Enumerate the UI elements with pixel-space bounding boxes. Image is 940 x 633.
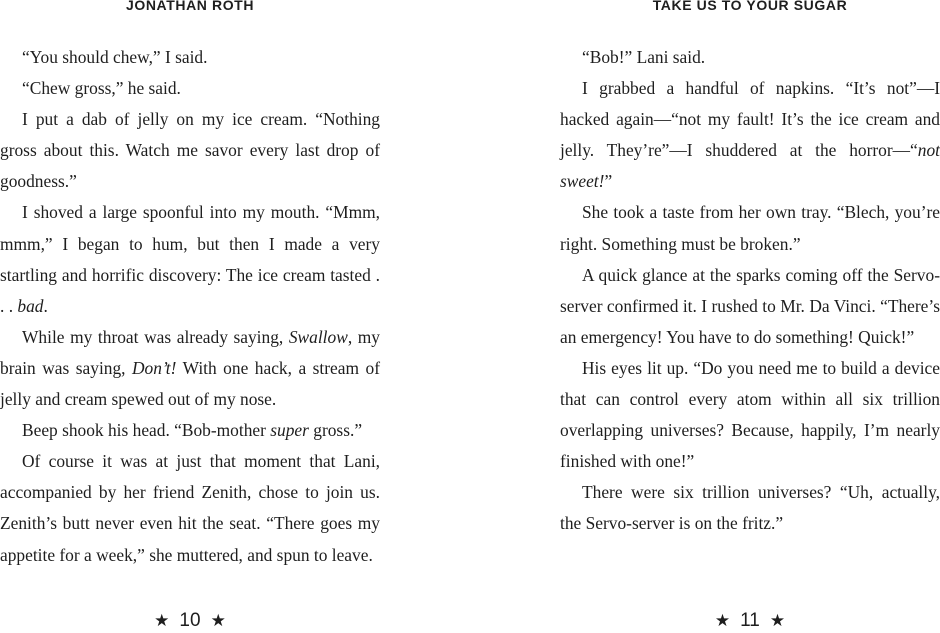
text-run: I grabbed a handful of napkins. “It’s not”—I hacked again—“not my fault! It’s the ice cream and jelly. They’re”—I shuddered at the horror—“ (560, 78, 940, 161)
text-run: I shoved a large spoonful into my mouth. “Mmm, mmm,” I began to hum, but then I made a very startling and horrific discovery: The ice cream tasted . . . (0, 202, 380, 316)
text-run: I put a dab of jelly on my ice cream. “Nothing gross about this. Watch me savor every last drop of goodness.” (0, 109, 380, 192)
star-icon: ★ (769, 611, 786, 630)
right-page-footer (560, 609, 940, 633)
italic-text: Swallow (288, 326, 348, 347)
star-icon: ★ (210, 611, 226, 630)
italic-text: bad (17, 295, 44, 316)
paragraph (560, 73, 940, 197)
paragraph (560, 477, 940, 539)
left-page-body (0, 42, 380, 571)
text-run: Of course it was at just that moment that Lani, accompanied by her friend Zenith, chose to join us. Zenith’s butt never even hit the seat. “There goes my appetite for a week,” she muttered, and spun to leave. (0, 451, 380, 565)
text-run: She took a taste from her own tray. “Blech, you’re right. Something must be broken.” (560, 202, 940, 254)
paragraph (0, 42, 380, 73)
text-run: ” (604, 171, 613, 192)
star-icon: ★ (714, 611, 731, 630)
left-page (0, 0, 380, 631)
text-run: While my throat was already saying, (22, 326, 289, 347)
running-header-title: TAKE US TO YOUR SUGAR (652, 0, 848, 13)
star-icon: ★ (154, 611, 170, 630)
paragraph (0, 197, 380, 321)
text-run: There were six trillion universes? “Uh, actually, the Servo-server is on the fritz.” (560, 482, 940, 534)
paragraph (560, 260, 940, 353)
page-number: 11 (740, 610, 760, 631)
right-page (560, 0, 940, 631)
text-run: , my brain was saying, (0, 326, 380, 378)
paragraph (0, 415, 380, 446)
paragraph (0, 104, 380, 197)
paragraph (560, 42, 940, 73)
text-run: Beep shook his head. “Bob-mother (22, 420, 271, 441)
text-run: “Bob!” Lani said. (582, 47, 706, 67)
italic-text: super (270, 420, 309, 441)
text-run: “Chew gross,” he said. (22, 78, 181, 99)
italic-text: Don’t! (132, 357, 177, 378)
text-run: gross.” (308, 420, 363, 441)
paragraph (560, 197, 940, 259)
text-run: A quick glance at the sparks coming off the Servo-server confirmed it. I rushed to Mr. Da Vinci. “There’s an emergency! You have to do something! Quick!” (560, 264, 940, 347)
paragraph (0, 446, 380, 570)
left-page-footer (0, 609, 380, 633)
page-number: 10 (179, 610, 201, 631)
text-run: “You should chew,” I said. (22, 47, 208, 67)
text-run: His eyes lit up. “Do you need me to build a device that can control every atom within all six trillion overlapping universes? Because, happily, I’m nearly finished with one!” (560, 357, 940, 472)
text-run: With one hack, a stream of jelly and cream spewed out of my nose. (0, 357, 380, 410)
paragraph (560, 353, 940, 477)
paragraph (0, 322, 380, 415)
italic-text: not sweet! (560, 140, 940, 192)
paragraph (0, 73, 380, 104)
right-page-body (560, 42, 940, 540)
running-header-author: JONATHAN ROTH (125, 0, 255, 13)
text-run: . (43, 295, 48, 316)
